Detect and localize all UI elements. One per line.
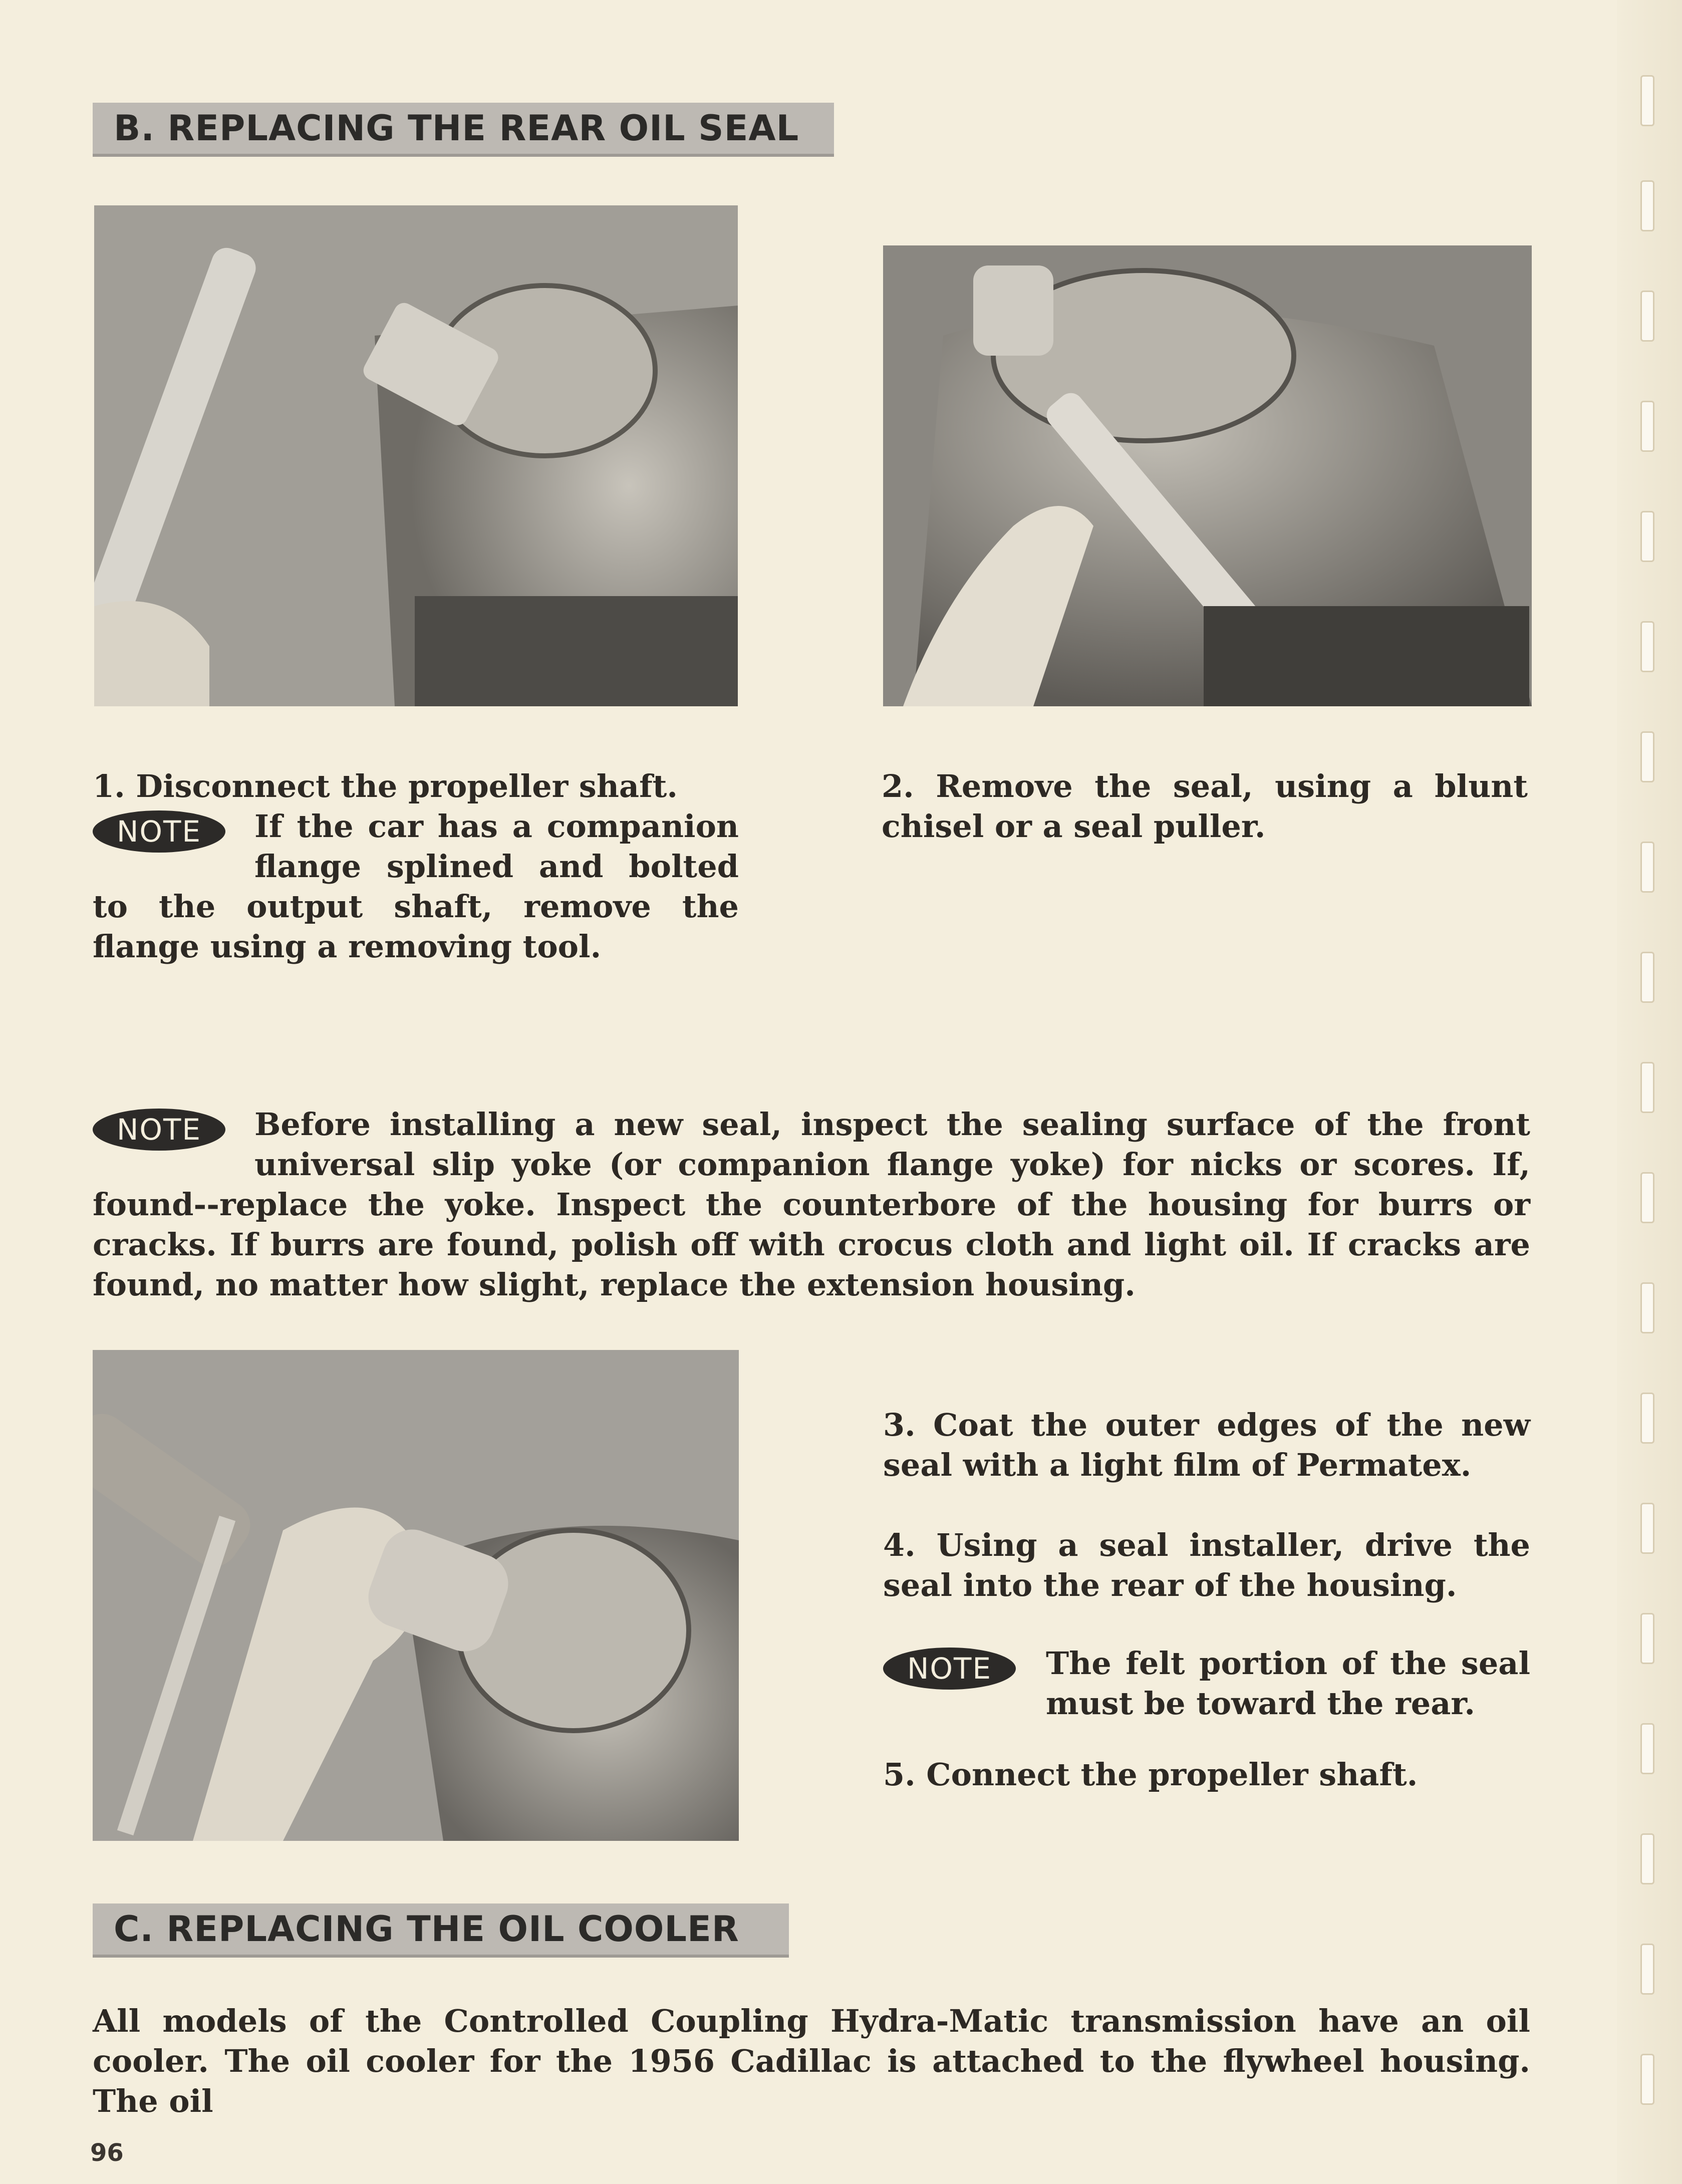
photo-illustration: [94, 205, 738, 706]
perforation-hole: [1640, 1833, 1654, 1884]
photo-illustration: [93, 1350, 739, 1841]
perforation-hole: [1640, 1613, 1654, 1664]
step-2: [882, 766, 1528, 847]
photo-disconnect-propeller-shaft: [94, 205, 738, 706]
steps-3-5: [883, 1405, 1530, 1795]
perforation-hole: [1640, 842, 1654, 893]
photo-illustration: [883, 245, 1532, 706]
section-heading-text: C. REPLACING THE OIL COOLER: [114, 1908, 739, 1950]
perforation-hole: [1640, 180, 1654, 231]
section-heading-rear-oil-seal: [93, 103, 834, 157]
perforation-hole: [1640, 1723, 1654, 1774]
photo-remove-seal: [883, 245, 1532, 706]
perforation-hole: [1640, 621, 1654, 672]
oil-cooler-paragraph: [93, 2001, 1530, 2121]
step-1-note-text: If the car has a companion flange splined and bolted to the output shaft, remove the flange using a removing tool.: [93, 808, 739, 965]
step-1-text: 1. Disconnect the propeller shaft.: [93, 768, 678, 804]
perforation-hole: [1640, 1282, 1654, 1333]
step-1: [93, 766, 739, 967]
perforation-hole: [1640, 511, 1654, 562]
perforation-hole: [1640, 2054, 1654, 2105]
note-badge: NOTE: [883, 1648, 1016, 1690]
page-number: 96: [90, 2139, 124, 2167]
perforation-hole: [1640, 291, 1654, 342]
step-4-note-text: The felt portion of the seal must be toward the rear.: [1046, 1645, 1530, 1722]
section-heading-text: B. REPLACING THE REAR OIL SEAL: [114, 108, 799, 149]
note-badge: NOTE: [93, 810, 225, 853]
photo-drive-seal-installer: [93, 1350, 739, 1841]
perforation-hole: [1640, 75, 1654, 126]
section-heading-oil-cooler: [93, 1903, 789, 1958]
perforation-hole: [1640, 731, 1654, 782]
perforation-hole: [1640, 952, 1654, 1003]
perforation-hole: [1640, 1503, 1654, 1554]
perforation-hole: [1640, 401, 1654, 452]
inspection-note-text: Before installing a new seal, inspect the sealing surface of the front universal slip yoke (or companion flange yoke) for nicks or scores. If, found--replace the yoke. Inspect the counterbore of the housing for burrs or cracks. If burrs are found, polish off with crocus cloth and light oil. If cracks are found, no matter how slight, replace the extension housing.: [93, 1106, 1530, 1303]
note-badge: NOTE: [93, 1109, 225, 1151]
step-3-text: 3. Coat the outer edges of the new seal with a light film of Permatex.: [883, 1407, 1530, 1483]
oil-cooler-text: All models of the Controlled Coupling Hydra-Matic transmission have an oil cooler. The oil cooler for the 1956 Cadillac is attached to the flywheel housing. The oil: [93, 2003, 1530, 2119]
perforation-hole: [1640, 1393, 1654, 1444]
perforation-hole: [1640, 1944, 1654, 1995]
step-4-text: 4. Using a seal installer, drive the seal into the rear of the housing.: [883, 1527, 1530, 1603]
inspection-note: [93, 1105, 1530, 1305]
step-5-text: 5. Connect the propeller shaft.: [883, 1756, 1418, 1793]
perforation-hole: [1640, 1062, 1654, 1113]
perforation-hole: [1640, 1172, 1654, 1223]
step-2-text: 2. Remove the seal, using a blunt chisel or a seal puller.: [882, 768, 1528, 845]
